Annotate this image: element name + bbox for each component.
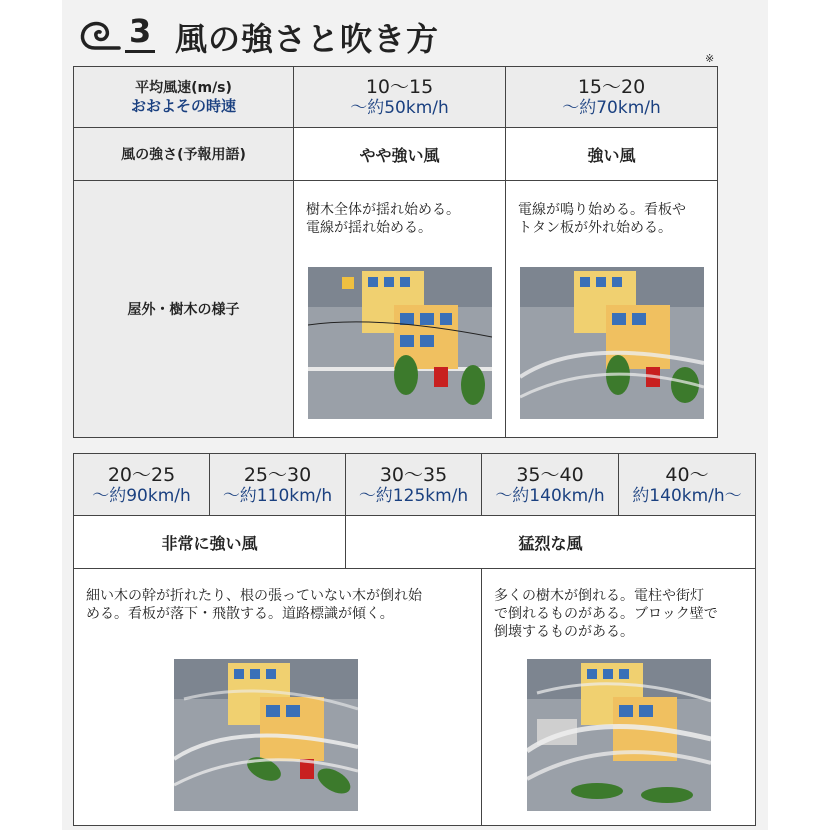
speed-value: 30～35 (379, 463, 448, 486)
page-title: 風の強さと吹き方 (175, 20, 440, 58)
wind-swirl-icon (79, 18, 123, 54)
section-number: 3 (129, 12, 152, 50)
scene-row (74, 569, 756, 826)
street-scene-illustration (527, 659, 711, 811)
scene-cell (506, 181, 718, 438)
strength-cell (74, 516, 346, 569)
section-header (75, 10, 725, 65)
strength-value: 非常に強い風 (161, 533, 258, 553)
scene-description: 樹木全体が揺れ始める。 電線が揺れ始める。 (306, 202, 460, 236)
speed-cell (346, 454, 482, 516)
strength-row (74, 128, 718, 181)
speed-value: 10～15 (365, 76, 434, 98)
speed-cell (506, 67, 718, 128)
street-scene-illustration (520, 267, 704, 419)
speed-value: 15～20 (577, 76, 646, 98)
strength-cell (506, 128, 718, 181)
scene-label: 屋外・樹木の様子 (127, 302, 240, 318)
speed-row-label (74, 67, 294, 128)
street-scene-illustration (174, 659, 358, 811)
speed-row (74, 454, 756, 516)
speed-cell (619, 454, 756, 516)
strength-value: 強い風 (587, 145, 636, 165)
speed-cell (294, 67, 506, 128)
speed-value: 20～25 (107, 463, 176, 486)
speed-value: 40～ (665, 463, 709, 486)
speed-cell (210, 454, 346, 516)
speed-cell (482, 454, 619, 516)
strength-cell (346, 516, 756, 569)
wind-table-1 (73, 66, 718, 438)
kmh-value: ～約110km/h (222, 485, 333, 506)
strength-row-label (74, 128, 294, 181)
scene-description: 細い木の幹が折れたり、根の張っていない木が倒れ始 める。看板が落下・飛散する。道路標識が傾く。 (86, 588, 422, 622)
scene-cell (294, 181, 506, 438)
scene-row-label (74, 181, 294, 438)
number-underline (125, 50, 155, 53)
kmh-value: ～約125km/h (358, 485, 469, 506)
strength-label: 風の強さ(予報用語) (121, 147, 246, 163)
scene-cell (482, 569, 756, 826)
speed-row (74, 67, 718, 128)
scene-description: 多くの樹木が倒れる。電柱や街灯 で倒れるものがある。ブロック壁で 倒壊するものがある。 (494, 588, 718, 640)
kmh-label: おおよその時速 (130, 97, 236, 115)
speed-label: 平均風速(m/s) (135, 80, 232, 96)
source-note: ※ (705, 52, 715, 65)
scene-description: 電線が鳴り始める。看板や トタン板が外れ始める。 (518, 202, 686, 236)
speed-cell (74, 454, 210, 516)
strength-value: やや強い風 (359, 145, 440, 165)
kmh-value: 約140km/h～ (632, 485, 742, 506)
kmh-value: ～約90km/h (92, 485, 191, 506)
kmh-value: ～約50km/h (350, 98, 449, 118)
kmh-value: ～約140km/h (495, 485, 605, 506)
kmh-value: ～約70km/h (562, 98, 661, 118)
strength-value: 猛烈な風 (518, 533, 583, 553)
wind-table-2 (73, 453, 756, 826)
scene-row (74, 181, 718, 438)
strength-cell (294, 128, 506, 181)
scene-cell (74, 569, 482, 826)
strength-row (74, 516, 756, 569)
speed-value: 35～40 (516, 463, 584, 486)
speed-value: 25～30 (243, 463, 312, 486)
street-scene-illustration (308, 267, 492, 419)
